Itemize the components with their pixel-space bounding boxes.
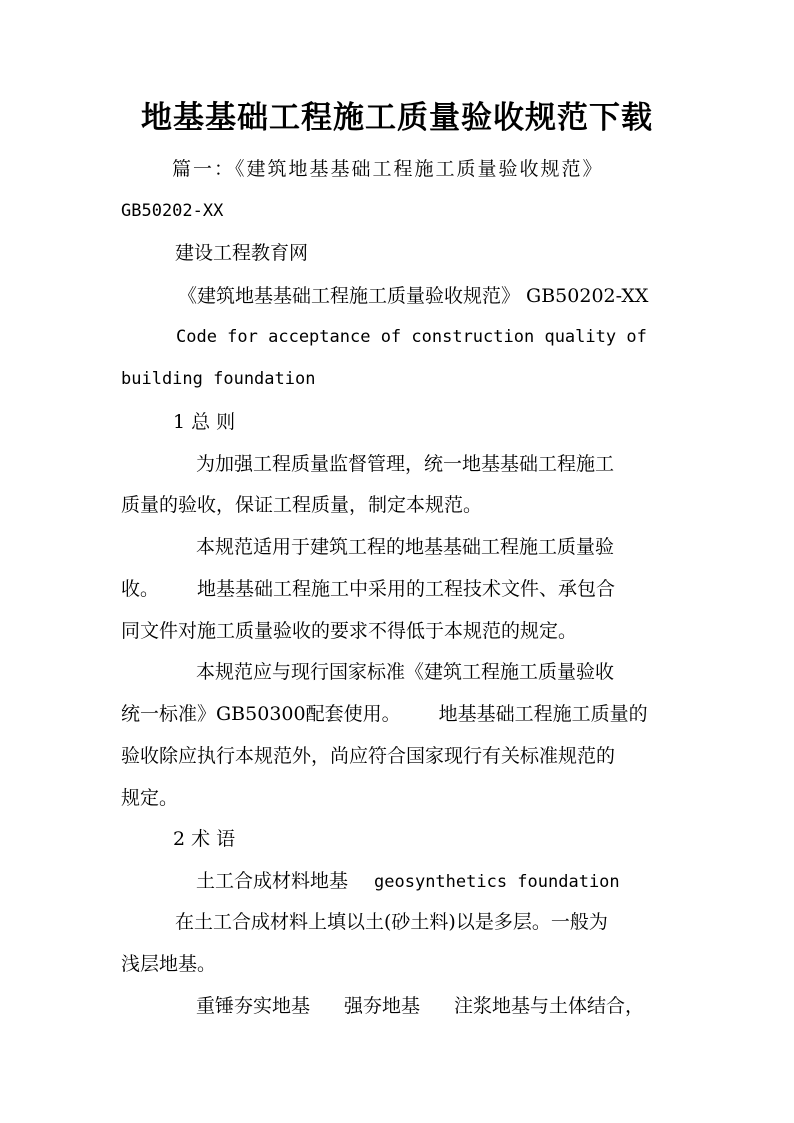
- text-fragment: 统一标准》GB50300配套使用。: [121, 703, 401, 725]
- term-en: geosynthetics foundation: [374, 872, 620, 892]
- text-line: [196, 866, 620, 897]
- text-line: Code for acceptance of construction quality of: [176, 327, 647, 347]
- text-line: 为加强工程质量监督管理，统一地基基础工程施工: [196, 453, 615, 475]
- text-line: 本规范应与现行国家标准《建筑工程施工质量验收: [196, 661, 615, 683]
- text-line: 篇一：《建筑地基基础工程施工质量验收规范》: [172, 158, 604, 180]
- term-zh: 重锤夯实地基: [196, 995, 311, 1017]
- text-line: [121, 574, 615, 604]
- text-line: 浅层地基。: [121, 953, 217, 975]
- text-line: 本规范适用于建筑工程的地基基础工程施工质量验: [196, 536, 615, 558]
- text-line: [121, 699, 648, 729]
- text-line: 验收除应执行本规范外，尚应符合国家现行有关标准规范的: [121, 745, 616, 767]
- text-fragment: 地基基础工程施工质量的: [438, 703, 648, 725]
- text-line: 同文件对施工质量验收的要求不得低于本规范的规定。: [121, 620, 578, 642]
- text-line: 规定。: [121, 787, 179, 809]
- text-line: [196, 991, 644, 1021]
- term-zh: 强夯地基: [344, 995, 421, 1017]
- text-line: 《建筑地基基础工程施工质量验收规范》 GB50202-XX: [178, 285, 649, 307]
- text-line: 质量的验收，保证工程质量，制定本规范。: [121, 494, 483, 516]
- section-heading: 2 术 语: [173, 828, 236, 850]
- text-line: 在土工合成材料上填以土(砂土料)以是多层。一般为: [175, 911, 608, 933]
- text-line: GB50202-XX: [121, 201, 224, 221]
- text-fragment: 收。: [121, 578, 160, 600]
- text-line: building foundation: [121, 369, 316, 389]
- text-fragment: 注浆地基与土体结合，: [454, 995, 645, 1017]
- text-fragment: 地基基础工程施工中采用的工程技术文件、承包合: [197, 578, 616, 600]
- term-zh: 土工合成材料地基: [196, 870, 349, 892]
- section-heading: 1 总 则: [173, 411, 236, 433]
- document-title: 地基基础工程施工质量验收规范下载: [141, 100, 653, 136]
- text-line: 建设工程教育网: [175, 242, 309, 264]
